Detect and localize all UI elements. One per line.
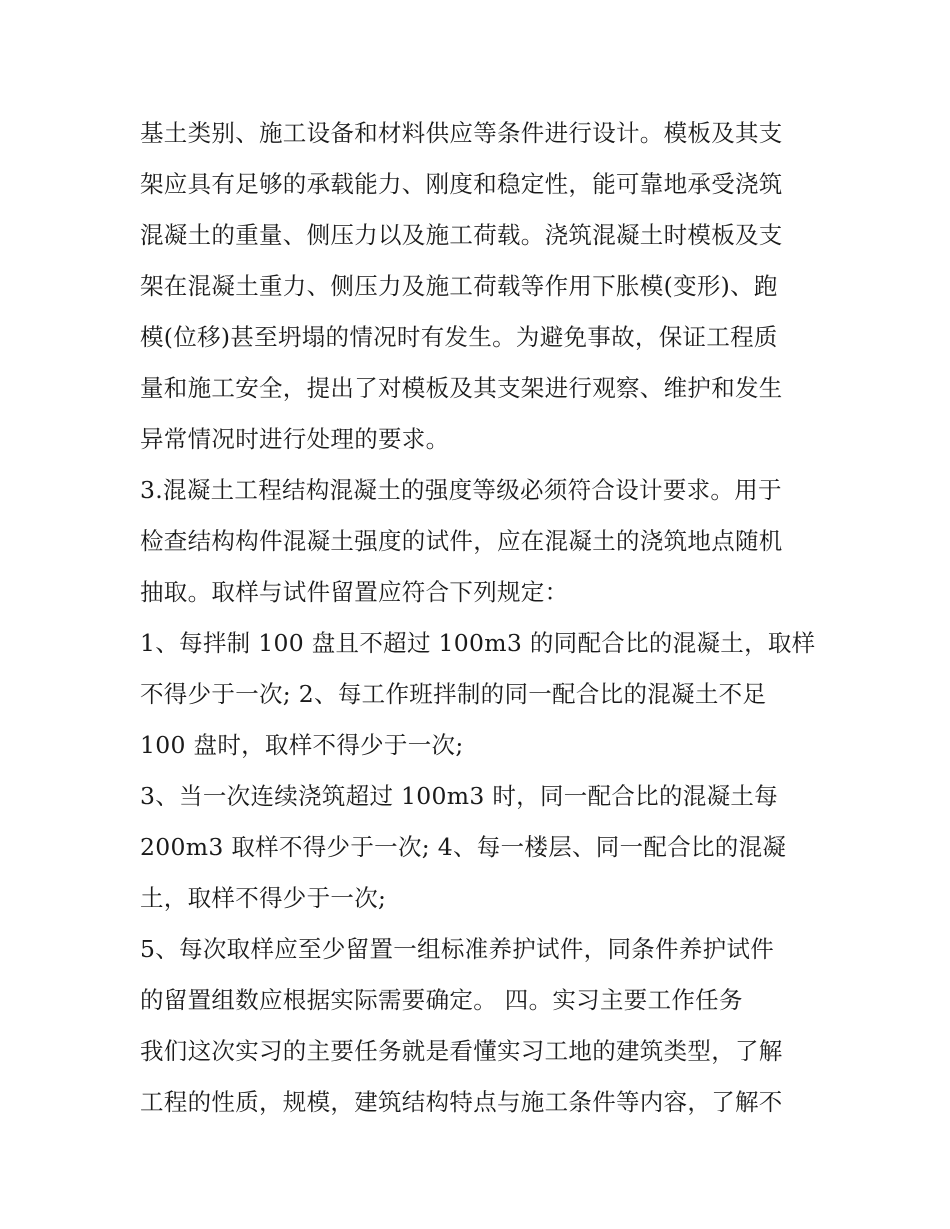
text-line: 100 盘时，取样不得少于一次; [140, 731, 464, 759]
text-line: 的留置组数应根据实际需要确定。 四。实习主要工作任务 [140, 986, 743, 1014]
text-line: 检查结构构件混凝土强度的试件，应在混凝土的浇筑地点随机 [140, 527, 783, 555]
text-line: 工程的性质，规模，建筑结构特点与施工条件等内容，了解不 [140, 1088, 783, 1116]
text-line: 架在混凝土重力、侧压力及施工荷载等作用下胀模(变形)、跑 [140, 272, 778, 300]
text-line: 基土类别、施工设备和材料供应等条件进行设计。模板及其支 [140, 119, 783, 147]
text-line: 混凝土的重量、侧压力以及施工荷载。浇筑混凝土时模板及支 [140, 221, 783, 249]
text-line: 异常情况时进行处理的要求。 [140, 425, 450, 453]
text-line: 土，取样不得少于一次; [140, 884, 387, 912]
text-line: 5、每次取样应至少留置一组标准养护试件，同条件养护试件 [140, 935, 775, 963]
text-line: 模(位移)甚至坍塌的情况时有发生。为避免事故，保证工程质 [140, 323, 778, 351]
text-line: 架应具有足够的承载能力、刚度和稳定性，能可靠地承受浇筑 [140, 170, 783, 198]
text-line: 200m3 取样不得少于一次; 4、每一楼层、同一配合比的混凝 [140, 833, 787, 861]
text-line: 量和施工安全，提出了对模板及其支架进行观察、维护和发生 [140, 374, 783, 402]
text-line: 我们这次实习的主要任务就是看懂实习工地的建筑类型，了解 [140, 1037, 783, 1065]
text-line: 3、当一次连续浇筑超过 100m3 时，同一配合比的混凝土每 [140, 782, 778, 810]
text-line: 3.混凝土工程结构混凝土的强度等级必须符合设计要求。用于 [140, 476, 782, 504]
text-line: 不得少于一次; 2、每工作班拌制的同一配合比的混凝土不足 [140, 680, 767, 708]
text-line: 抽取。取样与试件留置应符合下列规定： [140, 578, 569, 606]
body-text [140, 108, 830, 1128]
text-line: 1、每拌制 100 盘且不超过 100m3 的同配合比的混凝土，取样 [140, 629, 816, 657]
